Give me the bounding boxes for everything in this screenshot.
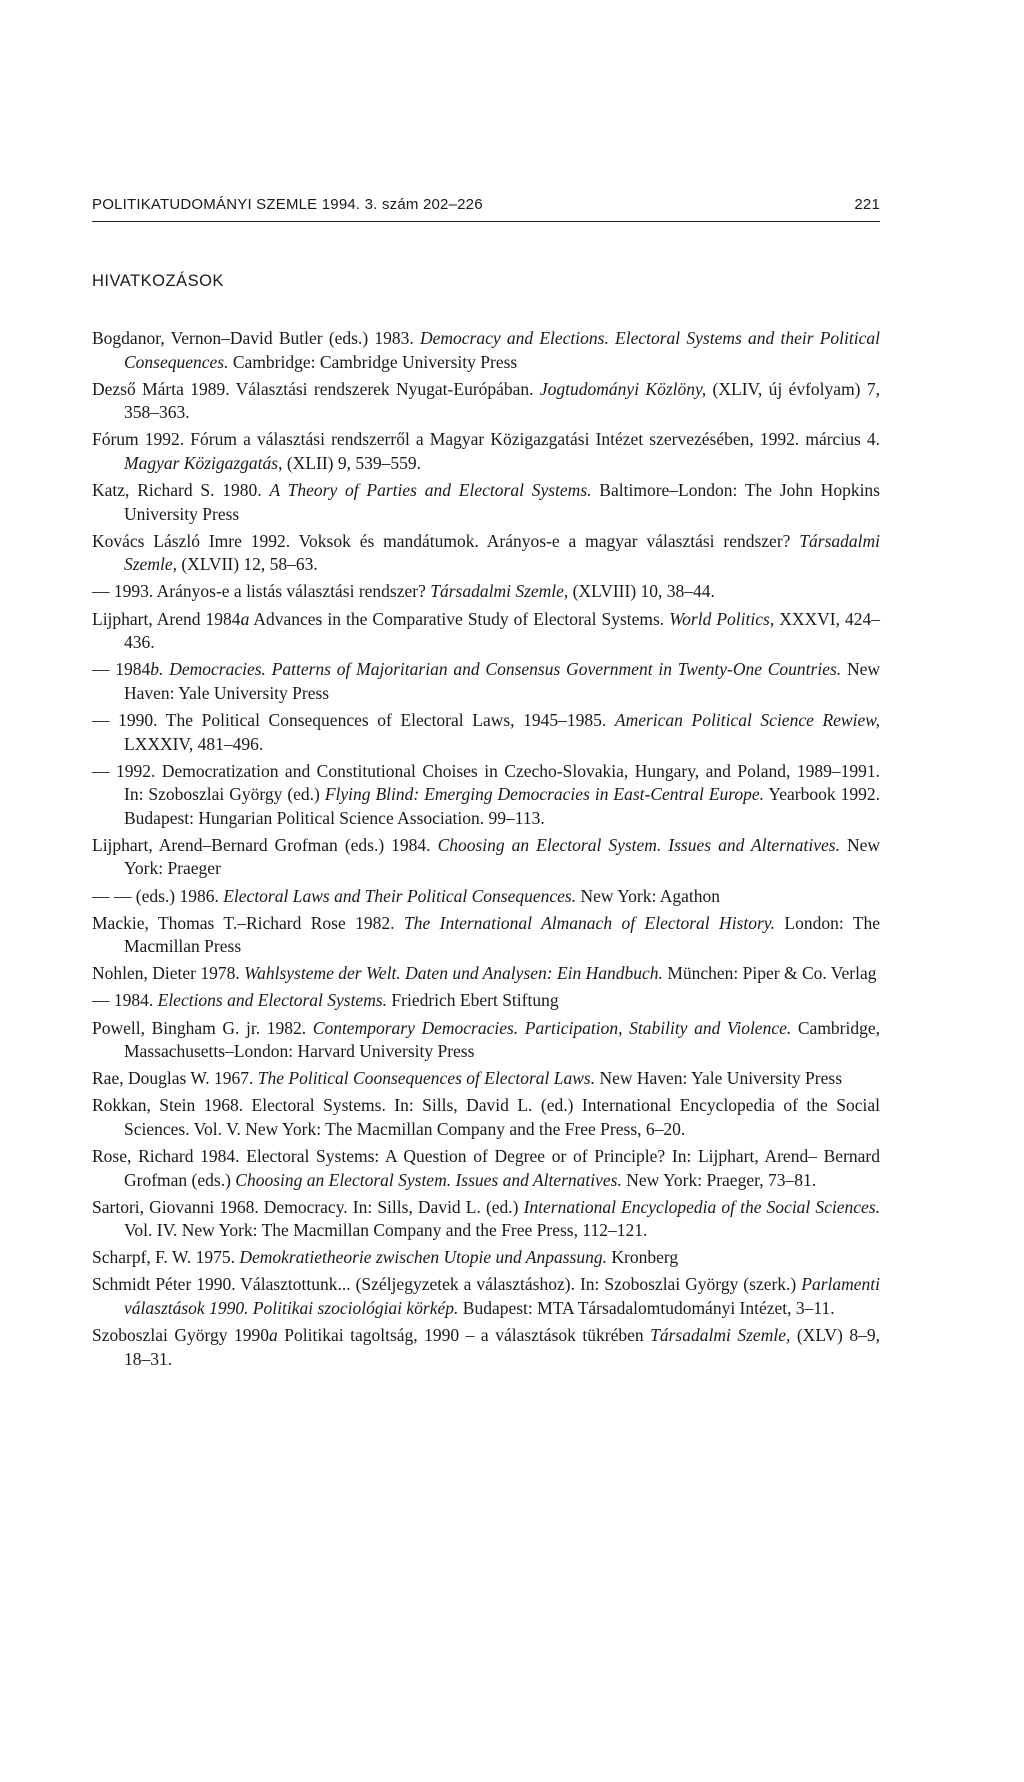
reference-text: New Haven: Yale University Press xyxy=(595,1068,843,1089)
reference-italic-text: Choosing an Electoral System. Issues and Alternatives. xyxy=(437,834,840,855)
section-title: HIVATKOZÁSOK xyxy=(92,272,224,290)
reference-italic-text: Társadalmi Szemle, xyxy=(124,530,880,575)
reference-text: Szoboszlai György 1990 xyxy=(92,1325,269,1346)
reference-text: Cambridge: Cambridge University Press xyxy=(228,351,518,372)
reference-text: — — (eds.) 1986. xyxy=(92,885,224,906)
reference-italic-text: a xyxy=(240,608,250,629)
reference-entry xyxy=(92,962,880,986)
reference-text: Fórum 1992. Fórum a választási rendszerről a Magyar Közigazgatási Intézet szervezésében, 1992. március 4. xyxy=(92,429,880,450)
reference-italic-text: International Encyclopedia of the Social Sciences. xyxy=(523,1196,881,1217)
reference-text: Budapest: MTA Társadalomtudományi Intézet, 3–11. xyxy=(458,1298,835,1319)
reference-entry xyxy=(92,327,880,374)
reference-text: — 1984. xyxy=(92,990,158,1011)
running-header xyxy=(92,196,880,222)
reference-text: Rae, Douglas W. 1967. xyxy=(92,1068,258,1089)
reference-text: — 1992. Democratization and Constitutional Choises in Czecho-Slovakia, Hungary, and Poland, 1989–1991. In: Szoboszlai György (ed.) xyxy=(92,760,880,805)
reference-entry xyxy=(92,1273,880,1320)
reference-text: Cambridge, Massachusetts–London: Harvard University Press xyxy=(124,1017,881,1062)
reference-text: (XLIV, új évfolyam) 7, 358–363. xyxy=(124,378,880,423)
reference-entry xyxy=(92,580,880,604)
reference-text: (XLII) 9, 539–559. xyxy=(282,452,421,473)
reference-entry xyxy=(92,428,880,475)
reference-text: (XLVII) 12, 58–63. xyxy=(176,554,318,575)
reference-italic-text: Flying Blind: Emerging Democracies in East-Central Europe. xyxy=(324,784,765,805)
reference-italic-text: a xyxy=(269,1325,278,1346)
reference-italic-text: Parlamenti választások 1990. Politikai szociológiai körkép. xyxy=(124,1274,880,1319)
reference-text: New York: Praeger, 73–81. xyxy=(621,1169,817,1190)
reference-entry xyxy=(92,1196,880,1243)
reference-italic-text: Demokratietheorie zwischen Utopie und Anpassung. xyxy=(239,1247,607,1268)
reference-entry xyxy=(92,530,880,577)
reference-text: Baltimore–London: The John Hopkins University Press xyxy=(124,480,880,524)
reference-entry xyxy=(92,885,880,909)
page-number: 221 xyxy=(854,196,880,213)
reference-italic-text: American Political Science Rewiew, xyxy=(614,709,880,730)
reference-text: Yearbook 1992. Budapest: Hungarian Political Science Association. 99–113. xyxy=(124,784,880,828)
reference-text: Rose, Richard 1984. Electoral Systems: A Question of Degree or of Principle? In: Lijphart, Arend– Bernard Grofman (eds.) xyxy=(92,1146,880,1190)
journal-citation: POLITIKATUDOMÁNYI SZEMLE 1994. 3. szám 202–226 xyxy=(92,196,483,213)
reference-text: LXXXIV, 481–496. xyxy=(124,733,264,754)
reference-italic-text: Choosing an Electoral System. Issues and Alternatives. xyxy=(235,1169,622,1190)
reference-italic-text: b. Democracies. Patterns of Majoritarian and Consensus Government in Twenty-One Countries. xyxy=(150,659,842,680)
reference-text: Sartori, Giovanni 1968. Democracy. In: Sills, David L. (ed.) xyxy=(92,1196,524,1217)
reference-text: — 1984 xyxy=(92,659,151,680)
reference-text: Politikai tagoltság, 1990 – a választások tükrében xyxy=(277,1325,651,1346)
reference-text: Vol. IV. New York: The Macmillan Company and the Free Press, 112–121. xyxy=(124,1220,648,1241)
reference-text: Nohlen, Dieter 1978. xyxy=(92,963,245,984)
reference-entry xyxy=(92,1094,880,1141)
reference-entry xyxy=(92,912,880,959)
reference-text: — 1993. Arányos-e a listás választási rendszer? xyxy=(92,581,431,602)
reference-entry xyxy=(92,479,880,526)
reference-text: Advances in the Comparative Study of Electoral Systems. xyxy=(249,608,670,629)
reference-italic-text: Magyar Közigazgatás, xyxy=(124,452,283,473)
reference-entry xyxy=(92,709,880,756)
reference-entry xyxy=(92,989,880,1013)
reference-italic-text: Contemporary Democracies. Participation, Stability and Violence. xyxy=(312,1017,792,1038)
reference-italic-text: The International Almanach of Electoral History. xyxy=(403,912,775,933)
reference-italic-text: Elections and Electoral Systems. xyxy=(157,990,388,1011)
reference-italic-text: Társadalmi Szemle, xyxy=(430,581,569,602)
reference-entry xyxy=(92,834,880,881)
reference-entry xyxy=(92,760,880,831)
reference-entry xyxy=(92,658,880,705)
reference-text: Katz, Richard S. 1980. xyxy=(92,480,270,501)
reference-text: Powell, Bingham G. jr. 1982. xyxy=(92,1017,313,1038)
reference-italic-text: Electoral Laws and Their Political Consequences. xyxy=(223,885,577,906)
reference-entry xyxy=(92,1067,880,1091)
reference-italic-text: Jogtudományi Közlöny, xyxy=(539,378,707,399)
reference-text: New York: Praeger xyxy=(124,834,881,879)
document-page xyxy=(92,196,880,1375)
reference-italic-text: The Political Coonsequences of Electoral Laws. xyxy=(257,1068,596,1089)
reference-text: Kovács László Imre 1992. Voksok és mandátumok. Arányos-e a magyar választási rendszer? xyxy=(92,530,800,551)
reference-entry xyxy=(92,1145,880,1192)
reference-text: XXXVI, 424–436. xyxy=(124,608,881,653)
reference-entry xyxy=(92,378,880,425)
reference-text: Friedrich Ebert Stiftung xyxy=(387,990,559,1011)
reference-text: Lijphart, Arend–Bernard Grofman (eds.) 1984. xyxy=(92,834,438,855)
reference-text: Dezső Márta 1989. Választási rendszerek Nyugat-Európában. xyxy=(92,378,540,399)
reference-italic-text: World Politics, xyxy=(669,608,775,629)
reference-entry xyxy=(92,1017,880,1064)
reference-text: Kronberg xyxy=(606,1247,679,1268)
reference-text: Mackie, Thomas T.–Richard Rose 1982. xyxy=(92,912,404,933)
reference-italic-text: Democracy and Elections. Electoral Systems and their Political Consequences. xyxy=(124,328,881,372)
reference-text: München: Piper & Co. Verlag xyxy=(662,963,877,984)
reference-text: (XLVIII) 10, 38–44. xyxy=(568,581,715,602)
reference-text: Lijphart, Arend 1984 xyxy=(92,608,241,629)
reference-text: Bogdanor, Vernon–David Butler (eds.) 1983. xyxy=(92,328,420,348)
reference-italic-text: Wahlsysteme der Welt. Daten und Analysen: Ein Handbuch. xyxy=(244,963,663,984)
reference-entry xyxy=(92,608,880,655)
reference-entry xyxy=(92,1324,880,1371)
reference-text: (XLV) 8–9, 18–31. xyxy=(124,1325,881,1369)
reference-text: Schmidt Péter 1990. Választottunk... (Széljegyzetek a választáshoz). In: Szoboszlai György (szerk.) xyxy=(92,1274,802,1295)
reference-text: New Haven: Yale University Press xyxy=(124,659,881,703)
reference-list xyxy=(92,327,880,1371)
reference-text: — 1990. The Political Consequences of Electoral Laws, 1945–1985. xyxy=(92,709,615,730)
reference-text: Scharpf, F. W. 1975. xyxy=(92,1247,240,1268)
reference-text: New York: Agathon xyxy=(576,885,721,906)
reference-text: Rokkan, Stein 1968. Electoral Systems. In: Sills, David L. (ed.) International Encyclopedia of the Social Sciences. Vol. V. New York: The Macmillan Company and the Free Press, 6–20. xyxy=(92,1095,880,1139)
reference-entry xyxy=(92,1246,880,1270)
reference-italic-text: A Theory of Parties and Electoral Systems. xyxy=(269,480,592,501)
reference-text: London: The Macmillan Press xyxy=(124,912,880,957)
reference-italic-text: Társadalmi Szemle, xyxy=(650,1325,791,1346)
